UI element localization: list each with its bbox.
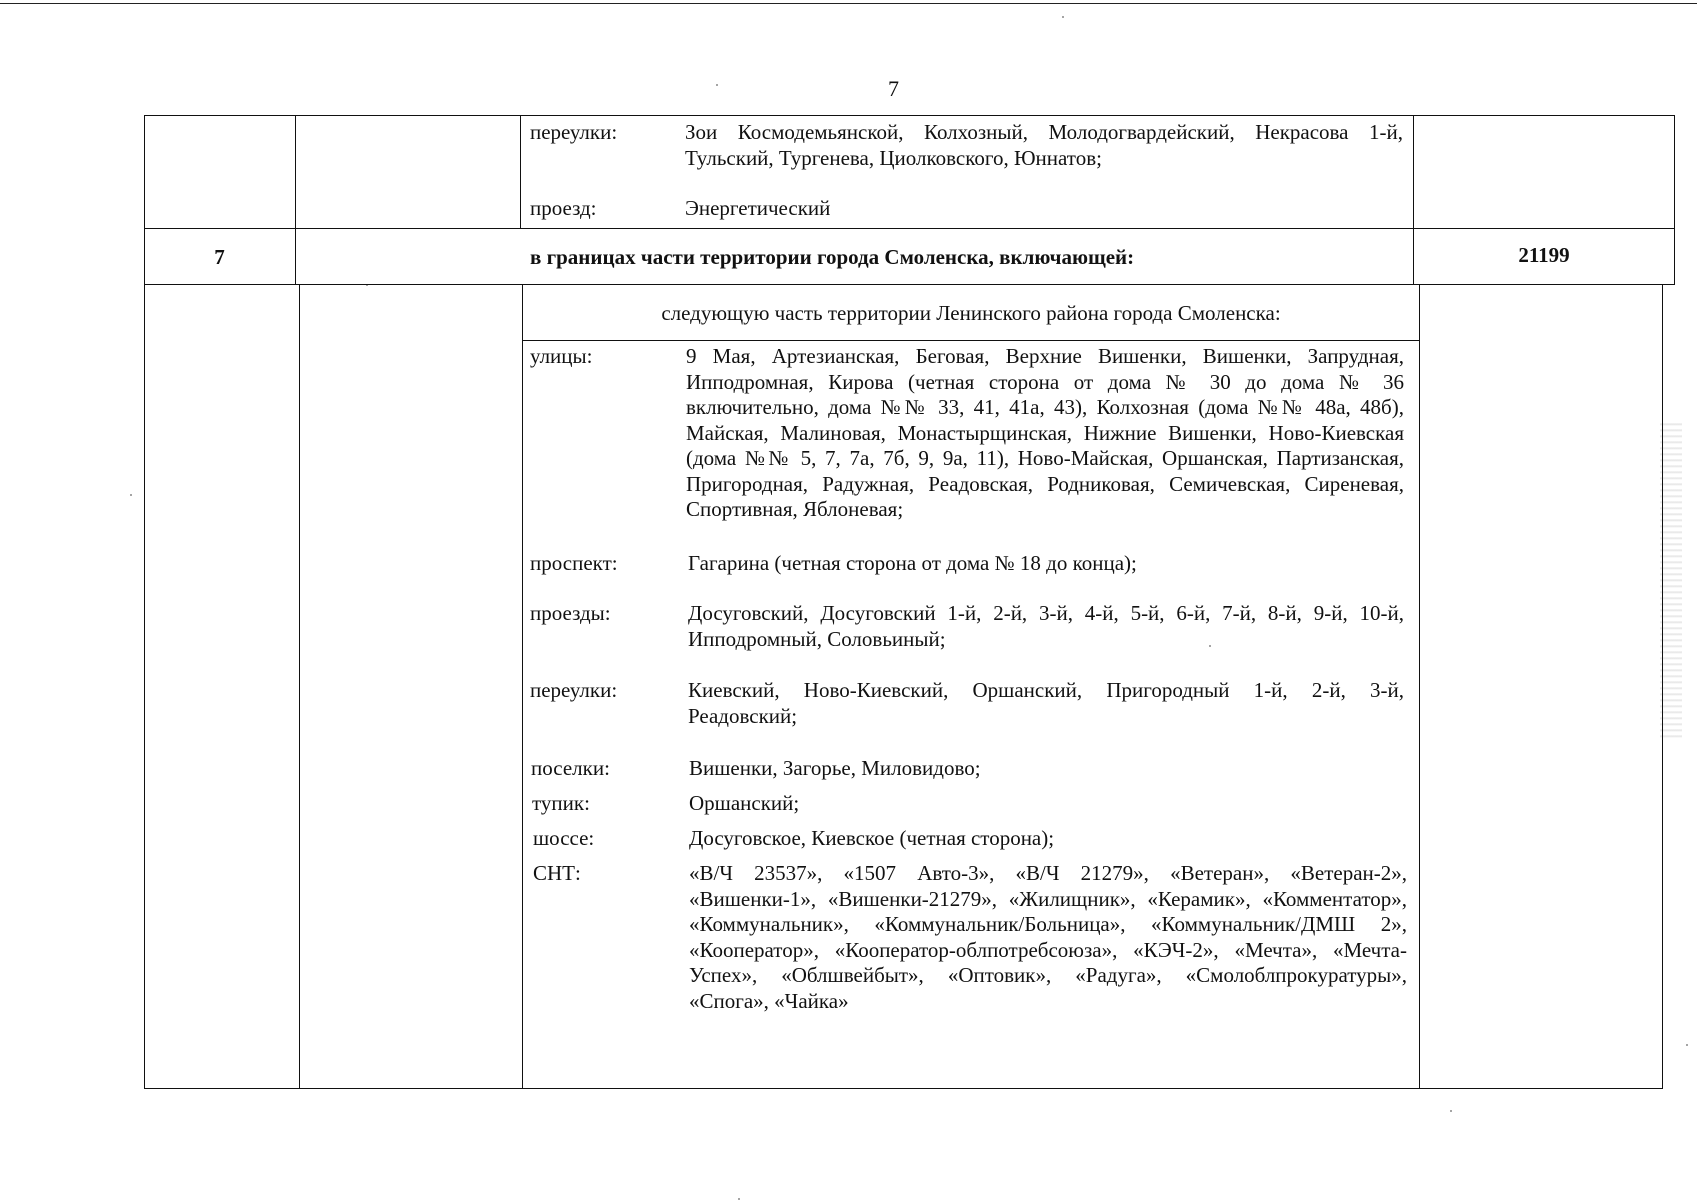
entry-value: Гагарина (четная сторона от дома № 18 до конца); bbox=[688, 551, 1137, 575]
entry-label: проезды: bbox=[530, 601, 611, 625]
entry-label: переулки: bbox=[530, 678, 618, 702]
page-number: 7 bbox=[888, 76, 899, 101]
scan-edge-noise bbox=[1660, 420, 1682, 740]
entry-value: Досуговский, Досуговский 1-й, 2-й, 3-й, 4-й, 5-й, 6-й, 7-й, 8-й, 9-й, 10-й, Ипподромный, Соловьиный; bbox=[688, 601, 1404, 651]
scan-speck bbox=[1686, 1044, 1688, 1046]
scan-speck bbox=[1450, 1110, 1452, 1112]
page-top-rule bbox=[0, 3, 1697, 4]
entry-label: переулки: bbox=[530, 120, 618, 144]
entry-label: поселки: bbox=[531, 756, 610, 780]
entry-value: Досуговское, Киевское (четная сторона); bbox=[689, 826, 1055, 850]
entry-label: проезд: bbox=[530, 196, 597, 220]
entry-label: шоссе: bbox=[533, 826, 595, 850]
entry-value: 9 Мая, Артезианская, Беговая, Верхние Вишенки, Вишенки, Запрудная, Ипподромная, Кирова (четная сторона от дома № 30 до дома № 36 включительно, дома №№ 33, 41, 41а, 43), Колхозная (дома №№ 48а, 48б), Майская, Малиновая, Монастырщинская, Нижние Вишенки, Ново-Киевская (дома №№ 5, 7, 7а, 7б, 9, 9а, 11), Ново-Майская, Оршанская, Партизанская, Пригородная, Радужная, Реадовская, Родниковая, Семичевская, Сиреневая, Спортивная, Яблоневая; bbox=[686, 344, 1404, 521]
entry-label: тупик: bbox=[532, 791, 590, 815]
entry-label: улицы: bbox=[530, 344, 593, 368]
scan-speck bbox=[1062, 16, 1064, 18]
entry-value: Киевский, Ново-Киевский, Оршанский, Пригородный 1-й, 2-й, 3-й, Реадовский; bbox=[688, 678, 1404, 728]
entry-value: Вишенки, Загорье, Миловидово; bbox=[689, 756, 981, 780]
entry-label: СНТ: bbox=[533, 861, 581, 885]
entry-label: проспект: bbox=[530, 551, 618, 575]
entry-value: «В/Ч 23537», «1507 Авто-3», «В/Ч 21279», «Ветеран», «Ветеран-2», «Вишенки-1», «Вишенки-21279», «Жилищник», «Керамик», «Комментатор», «Коммунальник», «Коммунальник/Больница», «Коммунальник/ДМШ 2», «Кооператор», «Кооператор-облпотребсоюза», «КЭЧ-2», «Мечта», «Мечта-Успех», «Облшвейбыт», «Оптовик», «Радуга», «Смолоблпрокуратуры», «Спога», «Чайка» bbox=[689, 861, 1407, 1013]
entry-value: Зои Космодемьянской, Колхозный, Молодогвардейский, Некрасова 1-й, Тульский, Тургенева, Циолковского, Юннатов; bbox=[685, 120, 1403, 170]
entry-value: Оршанский; bbox=[689, 791, 800, 815]
entry-value: Энергетический bbox=[685, 196, 831, 220]
subheader-divider bbox=[522, 340, 1420, 341]
scan-speck bbox=[716, 84, 718, 86]
district-population: 21199 bbox=[1518, 243, 1570, 267]
district-title: в границах части территории города Смоленска, включающей: bbox=[530, 245, 1135, 269]
scan-speck bbox=[130, 494, 132, 496]
subheader: следующую часть территории Ленинского района города Смоленска: bbox=[661, 301, 1281, 325]
district-number: 7 bbox=[214, 245, 225, 269]
